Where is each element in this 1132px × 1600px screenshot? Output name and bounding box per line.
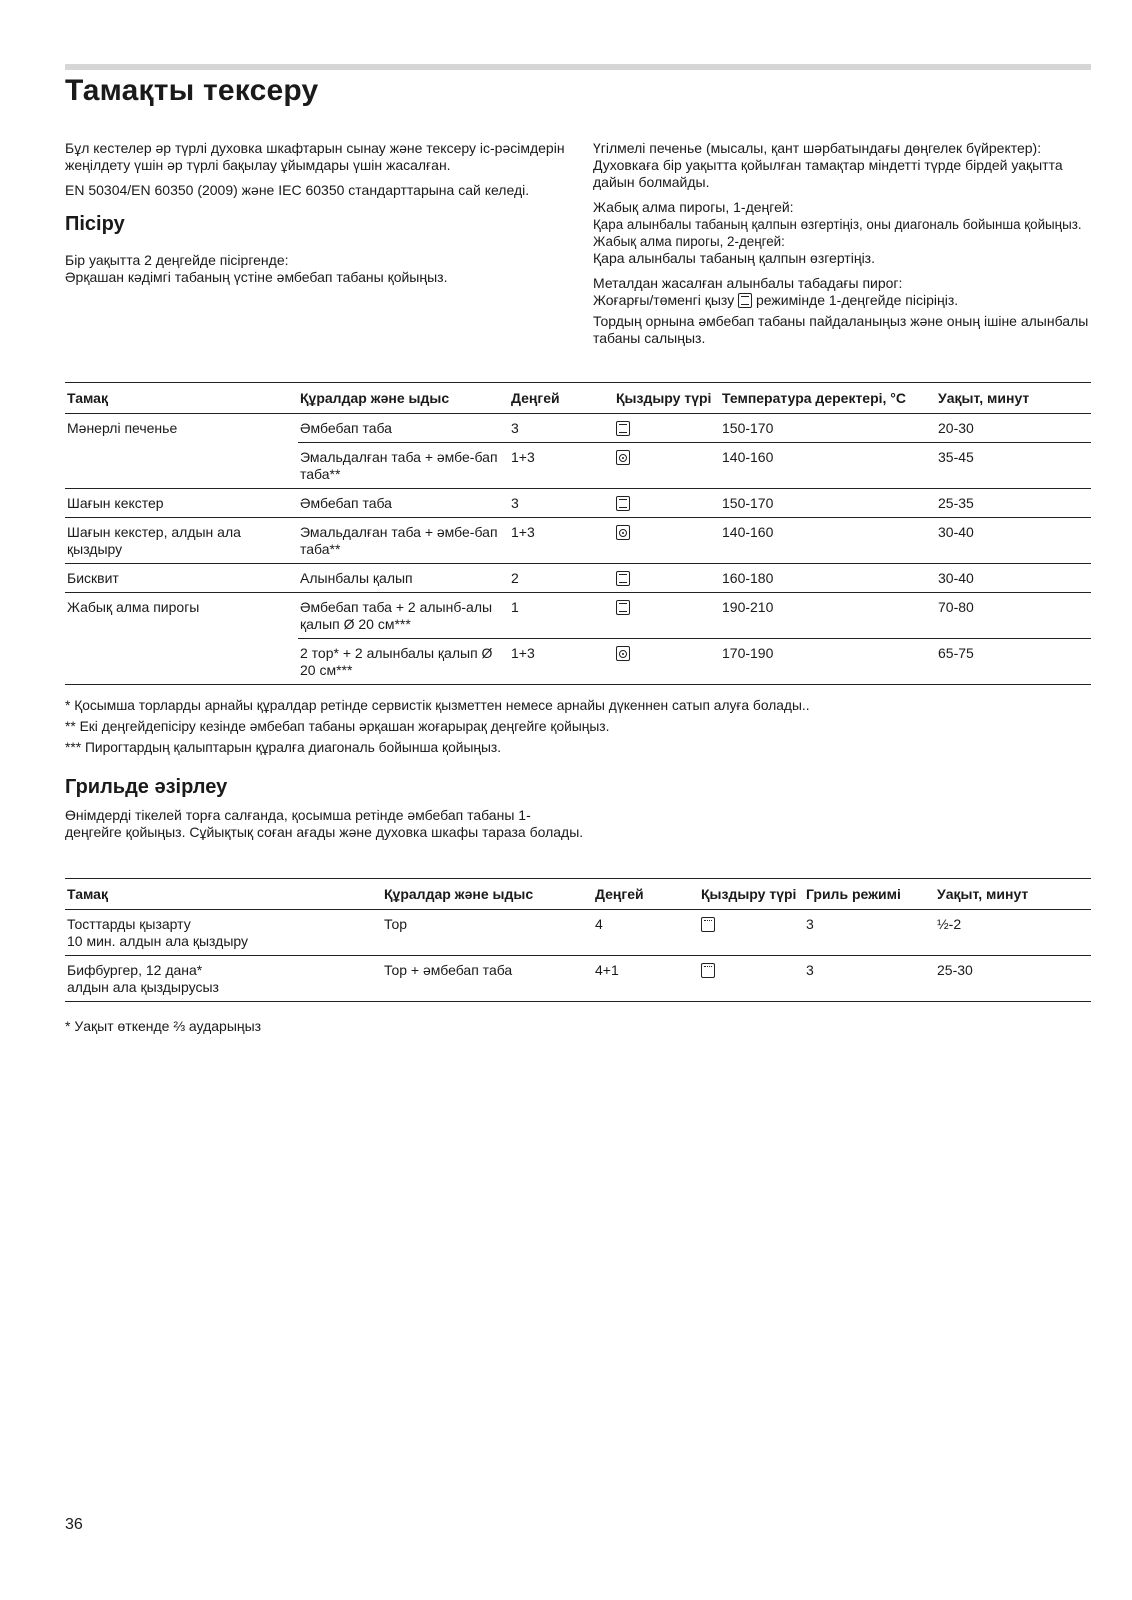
cell-food: Жабық алма пирогы <box>65 593 298 639</box>
baking-paragraph <box>65 252 585 286</box>
cell-equipment: Әмбебап таба <box>298 489 509 518</box>
grilling-section <box>65 768 585 841</box>
top-bottom-heat-icon <box>616 600 630 615</box>
cell-time: 30-40 <box>936 564 1091 593</box>
cell-level: 1+3 <box>509 443 614 489</box>
header-heating-type: Қыздыру түрі <box>614 383 720 414</box>
cell-food: Шағын кекстер <box>65 489 298 518</box>
cell-temperature: 190-210 <box>720 593 936 639</box>
cell-heating-type <box>699 910 804 956</box>
header-food: Тамақ <box>65 879 382 910</box>
cell-food <box>65 443 298 489</box>
right-paragraph-1: Үгілмелі печенье (мысалы, қант шәрбатындағы дөңгелек бүйректер): Духовкаға бір уақытта қойылған тамақтар міндетті түрде бірдей уақытта дайын болмайды. <box>593 140 1063 190</box>
cell-equipment: Әмбебап таба + 2 алынб-алы қалып Ø 20 см*** <box>298 593 509 639</box>
cell-equipment: Тор <box>384 916 408 932</box>
header-heating-type: Қыздыру түрі <box>699 879 804 910</box>
header-grill-mode: Гриль режимі <box>804 879 935 910</box>
baking-footnotes <box>65 697 1091 760</box>
food-line-2: алдын ала қыздырусыз <box>67 979 219 995</box>
right-p2-line-1: Жабық алма пирогы, 1-деңгей: <box>593 199 794 215</box>
hot-air-icon <box>616 525 630 540</box>
header-time: Уақыт, минут <box>935 879 1091 910</box>
top-bottom-heat-icon <box>616 421 630 436</box>
food-line-2: 10 мин. алдын ала қыздыру <box>67 933 249 949</box>
grill-icon <box>701 963 715 978</box>
cell-food <box>65 639 298 685</box>
header-level: Деңгей <box>509 383 614 414</box>
grill-footnote: * Уақыт өткенде ⅔ аударыңыз <box>65 1018 262 1034</box>
cell-equipment: Эмальдалған таба + әмбе-бап таба** <box>298 443 509 489</box>
grilling-paragraph: Өнімдерді тікелей торға салғанда, қосымша ретінде әмбебап табаны 1-деңгейге қойыңыз. Сұйықтық соған ағады және духовка шкафы тараза болады. <box>65 807 584 840</box>
right-p3-line-1: Металдан жасалған алынбалы табадағы пирог: <box>593 275 903 291</box>
table-row <box>65 956 1091 1002</box>
table-row <box>65 639 1091 685</box>
table-row <box>65 489 1091 518</box>
cell-level: 4 <box>595 916 603 932</box>
grill-table <box>65 878 1091 1002</box>
cell-level: 4+1 <box>593 956 699 1002</box>
table-row <box>65 910 1091 956</box>
footnote-3: *** Пирогтардың қалыптарын құралға диагональ бойынша қойыңыз. <box>65 740 502 755</box>
header-temperature: Температура деректері, °C <box>720 383 936 414</box>
table-row <box>65 518 1091 564</box>
food-line-1: Бифбургер, 12 дана* <box>67 962 203 978</box>
right-p2-line-3: Жабық алма пирогы, 2-деңгей: <box>593 234 785 249</box>
top-bottom-heat-icon <box>616 496 630 511</box>
right-p2-line-2: Қара алынбалы табаның қалпын өзгертіңіз, оны диагональ бойынша қойыңыз. <box>593 217 1082 232</box>
cell-time: 25-35 <box>936 489 1091 518</box>
header-equipment: Құралдар және ыдыс <box>382 879 593 910</box>
table-row <box>65 593 1091 639</box>
intro-paragraph-2: EN 50304/EN 60350 (2009) және IEC 60350 стандарттарына сай келеді. <box>65 182 530 198</box>
table-row <box>65 564 1091 593</box>
right-paragraph-3 <box>593 275 1093 309</box>
hot-air-icon <box>616 450 630 465</box>
right-p3-line-2a: Жоғарғы/төменгі қызу <box>593 292 735 308</box>
cell-level: 1+3 <box>509 639 614 685</box>
page-title: Тамақты тексеру <box>65 74 319 107</box>
cell-temperature: 140-160 <box>720 443 936 489</box>
food-line-1: Тосттарды қызарту <box>67 916 191 932</box>
cell-grill-mode: 3 <box>804 956 935 1002</box>
cell-time: ½-2 <box>937 916 962 932</box>
cell-heating-type <box>614 443 720 489</box>
cell-heating-type <box>614 639 720 685</box>
intro-right-column <box>593 140 1093 355</box>
cell-food <box>65 956 382 1002</box>
right-paragraph-4: Тордың орнына әмбебап табаны пайдаланыңыз және оның ішіне алынбалы табаны салыңыз. <box>593 313 1089 346</box>
intro-left-column <box>65 140 585 294</box>
footnote-1: * Қосымша торларды арнайы құралдар ретінде сервистік қызметтен немесе арнайы дүкеннен сатып алуға болады.. <box>65 698 810 713</box>
cell-grill-mode: 3 <box>806 916 814 932</box>
cell-time: 35-45 <box>936 443 1091 489</box>
top-bottom-heat-icon <box>616 571 630 586</box>
table-row <box>65 414 1091 443</box>
cell-heating-type <box>699 956 804 1002</box>
cell-heating-type <box>614 489 720 518</box>
cell-heating-type <box>614 414 720 443</box>
cell-level: 2 <box>509 564 614 593</box>
intro-paragraph-1: Бұл кестелер әр түрлі духовка шкафтарын сынау және тексеру іс-рәсімдерін жеңілдету үшін әр түрлі бақылау ұйымдары үшін жасалған. <box>65 140 565 173</box>
right-paragraph-2 <box>593 199 1093 267</box>
cell-equipment: 2 тор* + 2 алынбалы қалып Ø 20 см*** <box>298 639 509 685</box>
header-equipment: Құралдар және ыдыс <box>298 383 509 414</box>
cell-temperature: 150-170 <box>720 489 936 518</box>
cell-equipment: Тор + әмбебап таба <box>382 956 593 1002</box>
cell-equipment: Эмальдалған таба + әмбе-бап таба** <box>298 518 509 564</box>
page-number: 36 <box>65 1516 83 1533</box>
grill-icon <box>701 917 715 932</box>
baking-line-2: Әрқашан кәдімгі табаның үстіне әмбебап табаны қойыңыз. <box>65 269 448 285</box>
cell-level: 3 <box>509 489 614 518</box>
cell-equipment: Алынбалы қалып <box>298 564 509 593</box>
cell-food: Бисквит <box>65 564 298 593</box>
cell-equipment: Әмбебап таба <box>300 420 392 436</box>
header-food: Тамақ <box>65 383 298 414</box>
grilling-heading: Грильде әзірлеу <box>65 776 228 798</box>
cell-food <box>65 910 382 956</box>
cell-level: 1+3 <box>509 518 614 564</box>
cell-time: 30-40 <box>936 518 1091 564</box>
cell-temperature: 150-170 <box>722 420 774 436</box>
cell-temperature: 140-160 <box>720 518 936 564</box>
baking-heading: Пісіру <box>65 213 125 235</box>
right-p2-line-4: Қара алынбалы табаның қалпын өзгертіңіз. <box>593 250 875 266</box>
cell-heating-type <box>614 518 720 564</box>
right-p3-line-2b: режимінде 1-деңгейде пісіріңіз. <box>755 292 959 308</box>
hot-air-icon <box>616 646 630 661</box>
header-time: Уақыт, минут <box>936 383 1091 414</box>
top-rule <box>65 64 1091 70</box>
cell-time: 25-30 <box>935 956 1091 1002</box>
cell-heating-type <box>614 564 720 593</box>
baking-line-1: Бір уақытта 2 деңгейде пісіргенде: <box>65 252 289 268</box>
cell-time: 70-80 <box>936 593 1091 639</box>
cell-temperature: 170-190 <box>720 639 936 685</box>
cell-time: 65-75 <box>936 639 1091 685</box>
cell-temperature: 160-180 <box>720 564 936 593</box>
cell-food: Шағын кекстер, алдын ала қыздыру <box>65 518 298 564</box>
baking-table <box>65 382 1091 685</box>
cell-heating-type <box>614 593 720 639</box>
header-level: Деңгей <box>593 879 699 910</box>
footnote-2: ** Екі деңгейдепісіру кезінде әмбебап табаны әрқашан жоғарырақ деңгейге қойыңыз. <box>65 719 610 734</box>
cell-time: 20-30 <box>938 420 974 436</box>
top-bottom-heat-icon <box>738 293 752 308</box>
cell-level: 3 <box>511 420 519 436</box>
cell-food: Мәнерлі печенье <box>67 420 178 436</box>
cell-level: 1 <box>509 593 614 639</box>
table-row <box>65 443 1091 489</box>
